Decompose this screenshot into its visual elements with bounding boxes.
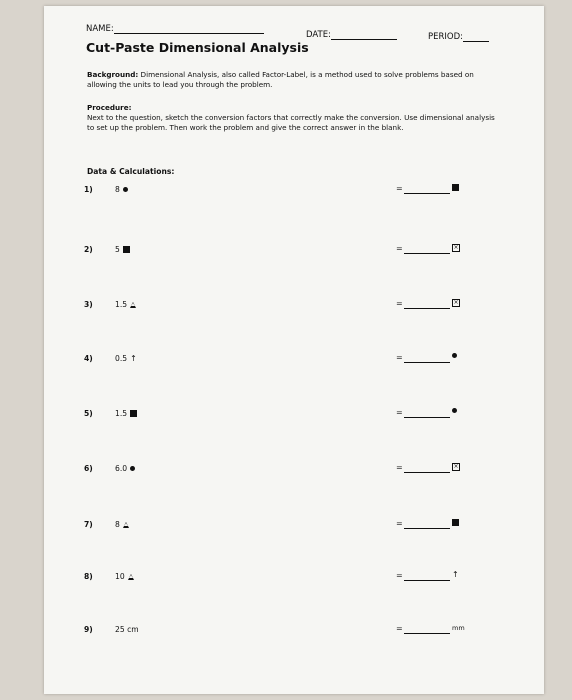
answer-blank[interactable] xyxy=(404,308,450,309)
equals-sign: = xyxy=(396,519,403,528)
circle-icon xyxy=(130,466,135,471)
circle-icon xyxy=(123,187,128,192)
answer-unit xyxy=(452,408,457,413)
question-row xyxy=(44,623,544,637)
equals-sign: = xyxy=(396,571,403,580)
equals-sign: = xyxy=(396,184,403,193)
question-row xyxy=(44,462,544,476)
period-label: PERIOD: xyxy=(428,32,464,42)
question-number: 5) xyxy=(84,409,93,418)
given-quantity xyxy=(115,300,136,309)
date-label: DATE: xyxy=(306,30,331,40)
given-quantity xyxy=(115,520,129,529)
square-icon xyxy=(130,410,137,417)
arrow-up-icon: ↑ xyxy=(452,570,459,579)
answer-unit-text: mm xyxy=(452,624,465,632)
answer-blank[interactable] xyxy=(404,633,450,634)
question-number: 6) xyxy=(84,464,93,473)
given-value: 8 xyxy=(115,185,120,194)
name-blank xyxy=(114,33,264,34)
answer-unit xyxy=(452,299,460,307)
question-row xyxy=(44,183,544,197)
question-row xyxy=(44,518,544,532)
given-value: 1.5 xyxy=(115,300,128,309)
question-number: 2) xyxy=(84,245,93,254)
question-row xyxy=(44,352,544,366)
question-row xyxy=(44,407,544,421)
answer-blank[interactable] xyxy=(404,253,450,254)
question-number: 8) xyxy=(84,572,93,581)
answer-unit xyxy=(452,463,460,471)
period-field xyxy=(428,32,489,42)
given-value: 0.5 xyxy=(115,354,128,363)
answer-blank[interactable] xyxy=(404,472,450,473)
answer-blank[interactable] xyxy=(404,193,450,194)
equals-sign: = xyxy=(396,624,403,633)
given-value: 6.0 xyxy=(115,464,128,473)
question-row xyxy=(44,243,544,257)
name-field xyxy=(86,24,264,34)
question-row xyxy=(44,570,544,584)
equals-sign: = xyxy=(396,463,403,472)
answer-unit xyxy=(452,519,459,526)
background-label: Background: xyxy=(87,70,139,79)
equals-sign: = xyxy=(396,353,403,362)
question-row xyxy=(44,298,544,312)
given-value: 25 cm xyxy=(115,625,139,634)
equals-sign: = xyxy=(396,244,403,253)
background-paragraph xyxy=(87,70,497,90)
circle-icon xyxy=(452,353,457,358)
boxed-x-icon: × xyxy=(453,244,459,251)
background-text: Dimensional Analysis, also called Factor-Label, is a method used to solve problems based on allowing the units to lead you through the problem. xyxy=(87,70,474,89)
question-number: 3) xyxy=(84,300,93,309)
equals-sign: = xyxy=(396,408,403,417)
procedure-section xyxy=(87,103,497,133)
answer-unit xyxy=(452,184,459,191)
procedure-text: Next to the question, sketch the conversion factors that correctly make the conversion. Use dimensional analysis to set up the problem. Then work the problem and give the correct answer in the blank. xyxy=(87,113,495,132)
name-label: NAME: xyxy=(86,24,114,34)
square-icon xyxy=(123,246,130,253)
answer-unit xyxy=(452,571,459,579)
arrow-up-icon: ↑ xyxy=(130,353,137,363)
data-calculations-heading: Data & Calculations: xyxy=(87,167,175,176)
given-quantity xyxy=(115,625,139,634)
given-quantity xyxy=(115,409,137,418)
triangle-icon xyxy=(128,574,134,580)
procedure-label: Procedure: xyxy=(87,103,132,112)
question-number: 7) xyxy=(84,520,93,529)
period-blank xyxy=(463,41,489,42)
given-quantity xyxy=(115,572,134,581)
answer-blank[interactable] xyxy=(404,528,450,529)
given-value: 8 xyxy=(115,520,120,529)
answer-blank[interactable] xyxy=(404,417,450,418)
question-number: 1) xyxy=(84,185,93,194)
date-blank xyxy=(331,39,397,40)
answer-unit xyxy=(452,353,457,358)
answer-unit xyxy=(452,244,460,252)
given-value: 5 xyxy=(115,245,120,254)
given-quantity xyxy=(115,354,137,363)
boxed-x-icon: × xyxy=(453,299,459,306)
given-value: 1.5 xyxy=(115,409,128,418)
worksheet-title: Cut-Paste Dimensional Analysis xyxy=(86,40,309,55)
question-number: 4) xyxy=(84,354,93,363)
square-icon xyxy=(452,184,459,191)
answer-blank[interactable] xyxy=(404,580,450,581)
given-value: 10 xyxy=(115,572,125,581)
given-quantity xyxy=(115,464,135,473)
question-number: 9) xyxy=(84,625,93,634)
given-quantity xyxy=(115,245,130,254)
worksheet-page xyxy=(44,6,544,694)
boxed-x-icon: × xyxy=(453,463,459,470)
answer-blank[interactable] xyxy=(404,362,450,363)
triangle-icon xyxy=(123,522,129,528)
circle-icon xyxy=(452,408,457,413)
given-quantity xyxy=(115,185,128,194)
square-icon xyxy=(452,519,459,526)
answer-unit xyxy=(452,624,465,632)
triangle-icon xyxy=(130,302,136,308)
date-field xyxy=(306,30,397,40)
equals-sign: = xyxy=(396,299,403,308)
